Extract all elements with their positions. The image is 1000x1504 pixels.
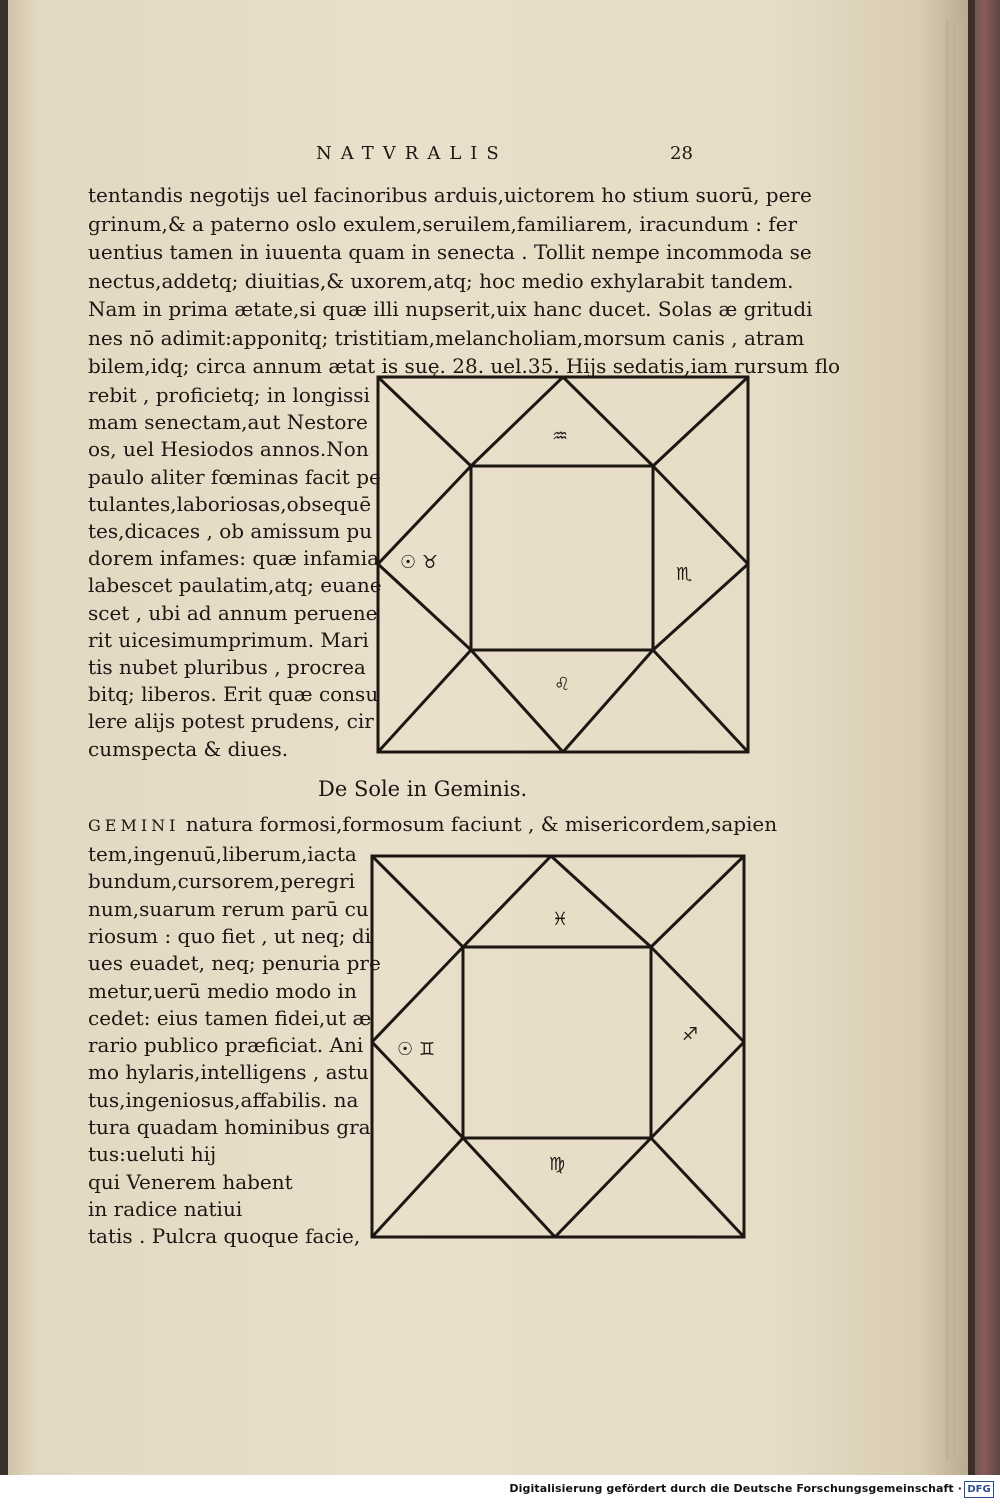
footer-credit: Digitalisierung gefördert durch die Deutsche Forschungsgemeinschaft · xyxy=(509,1482,962,1495)
sign-leo-icon: ♌ xyxy=(554,674,571,695)
col2-line: tus:ueluti hij xyxy=(88,1142,217,1167)
initial-word: GEMINI xyxy=(88,816,180,835)
page-number: 28 xyxy=(670,143,693,164)
col2-line: riosum : quo fiet , ut neq; di xyxy=(88,923,372,948)
col1-line: cumspecta & diues. xyxy=(88,736,289,761)
col1-line: os, uel Hesiodos annos.Non xyxy=(88,437,369,462)
col2-line: ues euadet, neq; penuria pre xyxy=(88,951,381,976)
para1-line: nes nō adimit:apponitq; tristitiam,melancholiam,morsum canis , atram xyxy=(88,325,805,350)
para1-line: uentius tamen in iuuenta quam in senecta . Tollit nempe incommoda se xyxy=(88,240,812,264)
sign-aquarius-icon: ♒ xyxy=(552,426,569,447)
col1-line: tis nubet pluribus , procrea xyxy=(88,655,366,679)
running-head: NATVRALIS xyxy=(316,143,508,164)
first-line-text: natura formosi,formosum faciunt , & misericordem,sapien xyxy=(185,812,778,836)
para1-line: grinum,& a paterno oslo exulem,seruilem,familiarem, iracundum : fer xyxy=(88,211,798,236)
col1-line: tes,dicaces , ob amissum pu xyxy=(88,519,373,543)
col1-line: rit uicesimumprimum. Mari xyxy=(88,627,369,652)
col2-line: rario publico præficiat. Ani xyxy=(88,1033,364,1058)
col2-line: tem,ingenuū,liberum,iacta xyxy=(88,842,357,866)
footer-bar xyxy=(0,1475,1000,1504)
sign-pisces-icon: ♓ xyxy=(552,909,569,930)
section-heading: De Sole in Geminis. xyxy=(318,777,528,801)
sign-sagittarius-icon: ♐ xyxy=(682,1024,699,1045)
col1-line: paulo aliter fœminas facit pe xyxy=(88,464,381,489)
para1-line: tentandis negotijs uel facinoribus arduis,uictorem ho stium suorū, pere xyxy=(88,183,812,207)
para1-line: Nam in prima ætate,si quæ illi nupserit,uix hanc ducet. Solas æ gritudi xyxy=(88,297,813,321)
sun-taurus-icon: ☉ ♉ xyxy=(400,552,438,573)
para1-line: nectus,addetq; diuitias,& uxorem,atq; hoc medio exhylarabit tandem. xyxy=(88,268,794,293)
para1-line: bilem,idq; circa annum ætat is suę. 28. uel.35. Hijs sedatis,iam rursum flo xyxy=(88,354,841,378)
col2-line: qui Venerem habent xyxy=(88,1169,293,1194)
col2-line: num,suarum rerum parū cu xyxy=(88,896,369,921)
col1-line: mam senectam,aut Nestore xyxy=(88,410,368,435)
col2-line: tatis . Pulcra quoque facie, xyxy=(88,1224,361,1249)
dfg-logo: DFG xyxy=(964,1481,994,1498)
col1-line: tulantes,laboriosas,obsequē xyxy=(88,491,372,516)
sign-scorpio-icon: ♏ xyxy=(676,564,693,585)
sun-gemini-icon: ☉ ♊ xyxy=(397,1039,435,1060)
col2-line: in radice natiui xyxy=(88,1196,243,1221)
sign-virgo-icon: ♍ xyxy=(549,1154,566,1175)
col1-line: rebit , proficietq; in longissi xyxy=(88,383,370,407)
col1-line: bitq; liberos. Erit quæ consu xyxy=(88,682,379,707)
col1-line: lere alijs potest prudens, cir xyxy=(88,709,374,734)
col1-line: scet , ubi ad annum peruene xyxy=(88,600,378,625)
col2-line: cedet: eius tamen fidei,ut æ xyxy=(88,1005,372,1030)
col2-line: mo hylaris,intelligens , astu xyxy=(88,1060,369,1085)
col2-line: tura quadam hominibus gra xyxy=(88,1115,371,1139)
col1-line: dorem infames: quæ infamia xyxy=(88,546,380,571)
col2-line: tus,ingeniosus,affabilis. na xyxy=(88,1087,359,1112)
col1-line: labescet paulatim,atq; euane xyxy=(88,573,382,598)
col2-line: metur,uerū medio modo in xyxy=(88,978,357,1003)
col2-line: bundum,cursorem,peregri xyxy=(88,869,356,894)
